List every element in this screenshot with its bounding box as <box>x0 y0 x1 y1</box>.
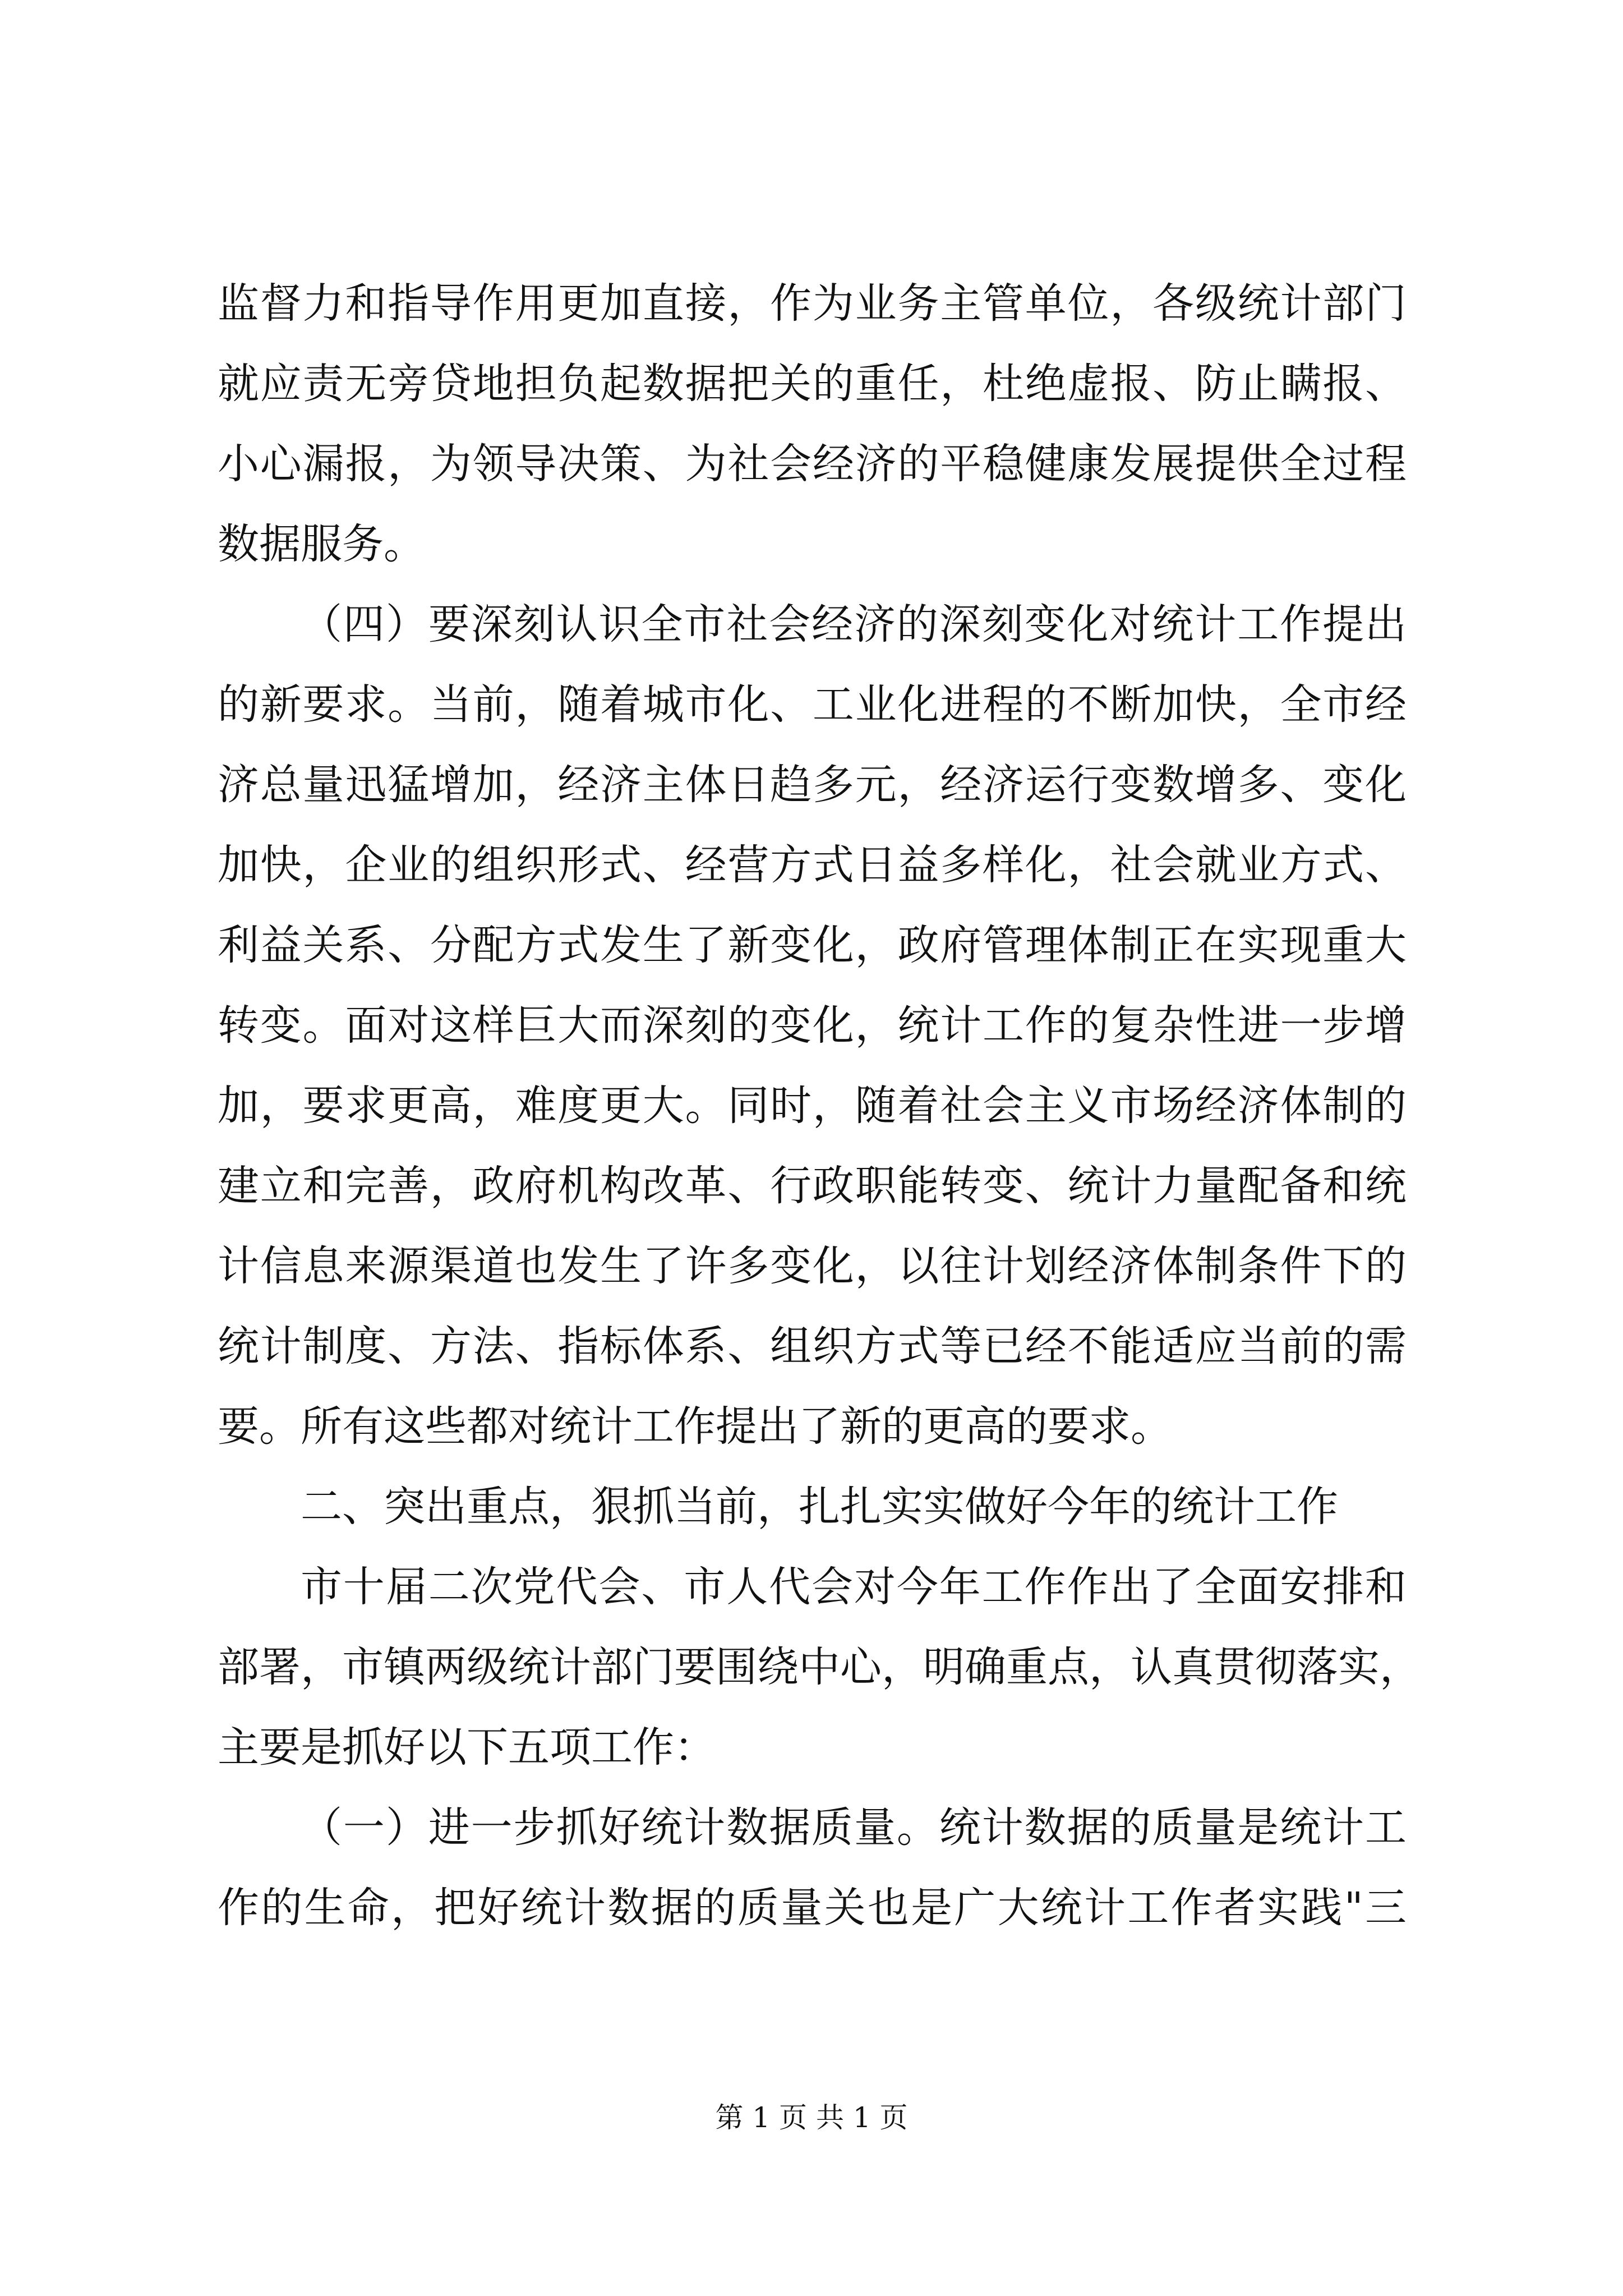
text-line: （四）要深刻认识全市社会经济的深刻变化对统计工作提出 <box>301 600 1407 648</box>
page-number-label: 第 1 页 共 1 页 <box>715 2101 908 2134</box>
text-line: 统计制度、方法、指标体系、组织方式等已经不能适应当前的需 <box>218 1322 1407 1370</box>
text-line: 监督力和指导作用更加直接，作为业务主管单位，各级统计部门 <box>218 279 1407 328</box>
page-footer <box>0 2098 1623 2137</box>
text-line: 的新要求。当前，随着城市化、工业化进程的不断加快，全市经 <box>218 680 1407 729</box>
text-line: 作的生命，把好统计数据的质量关也是广大统计工作者实践"三 <box>218 1884 1407 1932</box>
document-body <box>218 264 1421 1948</box>
text-line: （一）进一步抓好统计数据质量。统计数据的质量是统计工 <box>301 1803 1407 1852</box>
text-line: 建立和完善，政府机构改革、行政职能转变、统计力量配备和统 <box>218 1162 1407 1210</box>
text-line: 加快，企业的组织形式、经营方式日益多样化，社会就业方式、 <box>218 841 1407 889</box>
text-line: 市十届二次党代会、市人代会对今年工作作出了全面安排和 <box>301 1563 1407 1611</box>
text-line: 数据服务。 <box>218 520 425 568</box>
text-line: 要。所有这些都对统计工作提出了新的更高的要求。 <box>218 1402 1172 1451</box>
section-heading: 二、突出重点，狠抓当前，扎扎实实做好今年的统计工作 <box>301 1483 1338 1531</box>
text-line: 利益关系、分配方式发生了新变化，政府管理体制正在实现重大 <box>218 921 1407 969</box>
text-line: 计信息来源渠道也发生了许多变化，以往计划经济体制条件下的 <box>218 1242 1407 1290</box>
text-line: 小心漏报，为领导决策、为社会经济的平稳健康发展提供全过程 <box>218 440 1407 488</box>
text-line: 部署，市镇两级统计部门要围绕中心，明确重点，认真贯彻落实， <box>218 1643 1421 1691</box>
text-line: 加，要求更高，难度更大。同时，随着社会主义市场经济体制的 <box>218 1082 1407 1130</box>
text-line: 转变。面对这样巨大而深刻的变化，统计工作的复杂性进一步增 <box>218 1001 1407 1050</box>
text-line: 主要是抓好以下五项工作： <box>218 1723 716 1772</box>
text-line: 济总量迅猛增加，经济主体日趋多元，经济运行变数增多、变化 <box>218 761 1407 809</box>
text-line: 就应责无旁贷地担负起数据把关的重任，杜绝虚报、防止瞒报、 <box>218 360 1407 408</box>
